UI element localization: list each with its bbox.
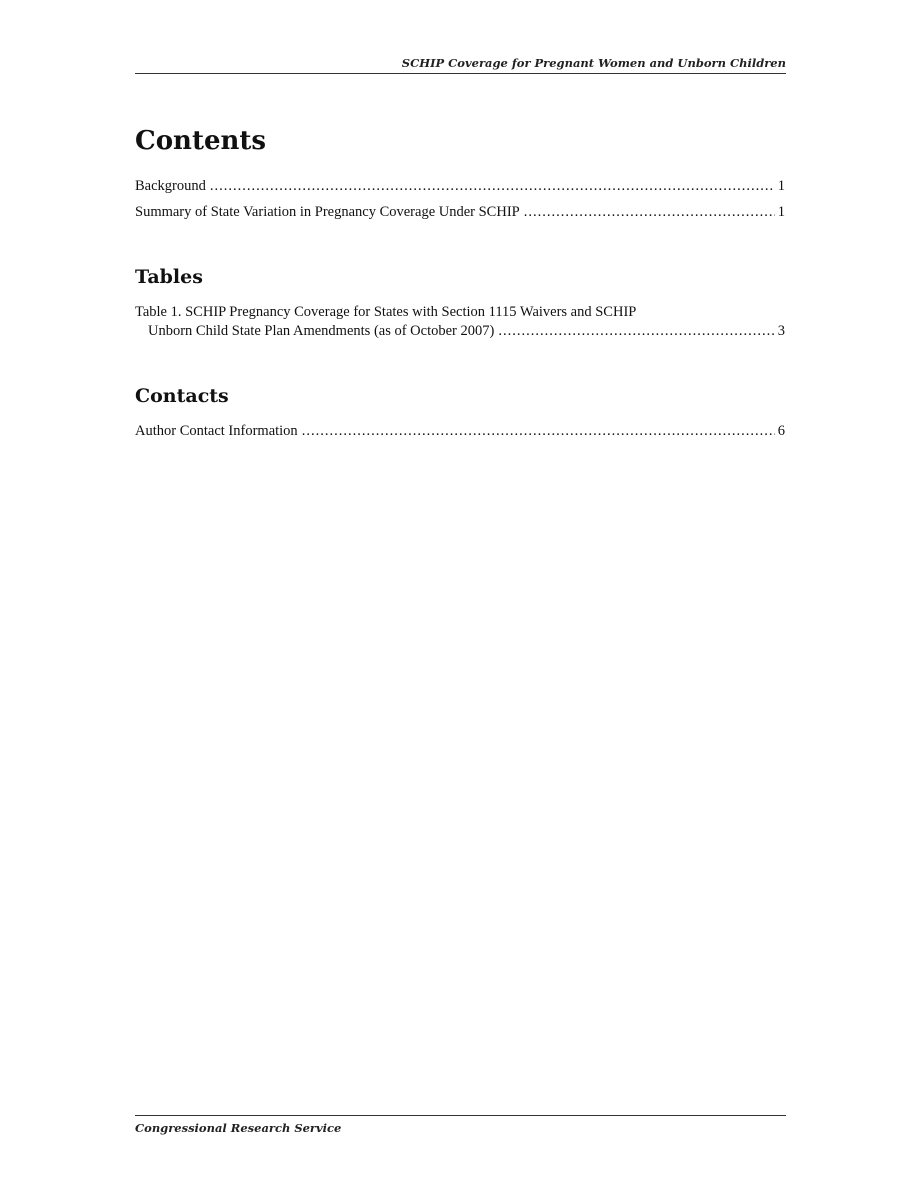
toc-entry-table-1[interactable] [135, 303, 785, 341]
toc-dot-leader [210, 177, 775, 196]
contents-list [135, 177, 785, 229]
toc-dot-leader [498, 322, 774, 341]
toc-page-number: 3 [777, 323, 785, 339]
toc-entry-label: Background [135, 178, 206, 194]
toc-page-number: 1 [777, 178, 785, 194]
running-footer [135, 1115, 786, 1136]
toc-entry-author-contact[interactable] [135, 422, 785, 441]
running-header [135, 55, 786, 74]
contacts-list [135, 422, 785, 448]
toc-entry-summary-state-variation[interactable] [135, 203, 785, 222]
toc-entry-label-line1: Table 1. SCHIP Pregnancy Coverage for States with Section 1115 Waivers and SCHIP [135, 304, 637, 320]
contents-heading: Contents [135, 126, 267, 156]
toc-entry-continuation [135, 322, 785, 341]
contacts-heading: Contacts [135, 385, 229, 407]
toc-dot-leader [524, 203, 775, 222]
toc-entry-label: Summary of State Variation in Pregnancy Coverage Under SCHIP [135, 204, 520, 220]
tables-heading: Tables [135, 266, 203, 288]
running-header-title: SCHIP Coverage for Pregnant Women and Unborn Children [401, 56, 786, 70]
toc-page-number: 6 [777, 423, 785, 439]
toc-entry-label: Author Contact Information [135, 423, 298, 439]
toc-entry-label-line2: Unborn Child State Plan Amendments (as of October 2007) [148, 323, 495, 339]
footer-organization: Congressional Research Service [135, 1121, 342, 1135]
toc-page-number: 1 [777, 204, 785, 220]
toc-entry-background[interactable] [135, 177, 785, 196]
toc-dot-leader [302, 422, 775, 441]
